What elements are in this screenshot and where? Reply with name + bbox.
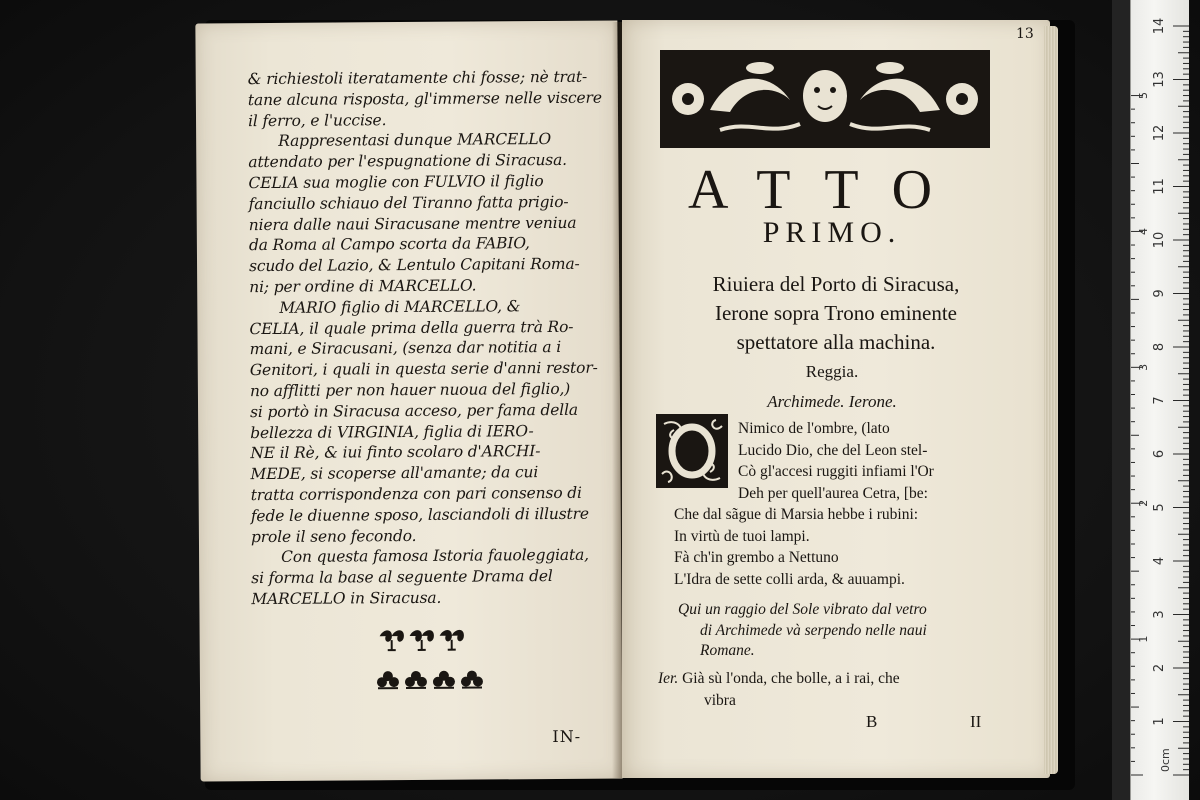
scene-line: Ierone sopra Trono eminente: [714, 301, 958, 325]
left-line: fede le diuenne sposo, lasciandoli di illustre: [250, 504, 589, 525]
verse-line: Cò gl'accesi ruggiti infiami l'Or: [738, 463, 934, 480]
stage-line: Romane.: [700, 642, 755, 659]
stage-line: di Archimede và serpendo nelle naui: [700, 621, 927, 639]
ruler-cm-label: 6: [1152, 449, 1167, 459]
scene-line: spettatore alla machina.: [736, 330, 936, 354]
left-line: & richiestoli iteratamente chi fosse; nè trat-: [247, 67, 588, 89]
left-page-text: [247, 67, 602, 610]
speech-line: [658, 668, 1008, 690]
ruler-cm-label: 14: [1152, 17, 1167, 35]
left-line: bellezza di VIRGINIA, figlia di IERO-: [250, 421, 534, 442]
ruler-cm-label: 1: [1152, 717, 1167, 726]
leaf-number: II: [970, 712, 982, 731]
stage-line: Qui un raggio del Sole vibrato dal vetro: [678, 601, 927, 618]
act-title: ATTO: [687, 159, 967, 221]
left-line: prole il seno fecondo.: [250, 526, 417, 546]
left-line: MARCELLO in Siracusa.: [251, 588, 442, 609]
left-line: fanciullo schiauo del Tiranno fatta prigio-: [248, 192, 569, 213]
ruler-cm-label: 2: [1152, 663, 1167, 673]
ruler-inch-label: 1: [1137, 635, 1150, 643]
ruler-cm-label: 12: [1152, 124, 1167, 142]
verse-line: Deh per quell'aurea Cetra, [be:: [738, 484, 928, 502]
left-line: tratta corrispondenza con pari consenso di: [250, 483, 582, 505]
left-line: NE il Rè, & iui finto scolaro d'ARCHI-: [250, 442, 541, 463]
signature-mark: B: [866, 712, 878, 731]
left-line: niera dalle naui Siracusane mentre veniua: [248, 213, 577, 234]
catchword: IN-: [552, 726, 582, 747]
verse-line: Che dal sãgue di Marsia hebbe i rubini:: [674, 506, 919, 523]
verse-line: L'Idra de sette colli arda, & auuampi.: [674, 570, 905, 588]
verse-line: Lucido Dio, che del Leon stel-: [738, 441, 928, 459]
act-subtitle: PRIMO.: [762, 216, 902, 249]
left-line: tane alcuna risposta, gl'immerse nelle viscere: [247, 88, 602, 109]
ruler-scale: [1131, 0, 1189, 800]
left-line: da Roma al Campo scorta da FABIO,: [248, 234, 530, 255]
scan-frame-edge: [1112, 0, 1130, 800]
scene-line: Riuiera del Porto di Siracusa,: [712, 272, 960, 296]
ruler-cm-label: 4: [1152, 556, 1167, 566]
speaker-label: Ier.: [658, 670, 679, 687]
ruler-inch-label: 2: [1137, 499, 1150, 507]
setting-heading: Reggia.: [805, 362, 859, 381]
ruler-cm-label: 5: [1152, 503, 1167, 512]
woodcut-headpiece-icon: [660, 50, 990, 148]
verse-line: Fà ch'in grembo a Nettuno: [674, 549, 839, 566]
ruler-cm-label: 11: [1152, 178, 1167, 195]
verse-line: Nimico de l'ombre, (lato: [738, 420, 890, 437]
left-line: MARIO figlio di MARCELLO, &: [279, 296, 521, 317]
left-page: [195, 21, 622, 782]
ruler-cm-label: 10: [1152, 231, 1167, 249]
stage-direction: [678, 600, 1008, 662]
ruler-cm-label: 8: [1152, 342, 1167, 352]
left-line: no afflitti per non hauer nuoua del figlio,): [249, 379, 571, 401]
verse-line: In virtù de tuoi lampi.: [674, 527, 810, 545]
scene-description: [666, 270, 1006, 357]
speech-line: vibra: [704, 692, 736, 709]
left-line: si forma la base al seguente Drama del: [251, 567, 553, 588]
left-line: Con questa famosa Istoria fauoleggiata,: [281, 546, 589, 567]
ruler-cm-label: 13: [1152, 71, 1167, 88]
speech-text: Già sù l'onda, che bolle, a i rai, che: [682, 670, 900, 687]
verse-block: [674, 418, 1014, 590]
right-page: [622, 20, 1050, 778]
left-line: attendato per l'espugnatione di Siracusa.: [248, 151, 567, 172]
left-line: MEDE, si scoperse all'amante; da cui: [250, 463, 539, 484]
ruler-cm-label: 9: [1152, 289, 1167, 298]
page-block-edge: [1044, 26, 1058, 774]
speech-block: [658, 668, 1008, 712]
ruler-inch-label: 5: [1137, 92, 1150, 100]
ruler-cm-label: 3: [1152, 610, 1167, 619]
left-line: scudo del Lazio, & Lentulo Capitani Roma-: [248, 254, 580, 276]
fleuron-ornament-icon: [370, 621, 490, 692]
ruler-unit-label: 0cm: [1159, 748, 1172, 772]
left-line: il ferro, e l'uccise.: [247, 110, 387, 130]
left-line: Genitori, i quali in questa serie d'anni restor-: [249, 358, 598, 380]
left-line: mani, e Siracusani, (senza dar notitia a i: [249, 338, 562, 359]
left-line: CELIA, il quale prima della guerra trà Ro-: [249, 317, 574, 338]
ruler-cm-label: 7: [1152, 396, 1167, 405]
left-line: Rappresentasi dunque MARCELLO: [278, 130, 552, 151]
left-line: ni; per ordine di MARCELLO.: [249, 276, 477, 297]
characters-heading: Archimede. Ierone.: [767, 392, 897, 411]
measurement-ruler: [1130, 0, 1189, 800]
left-line: si portò in Siracusa acceso, per fama della: [250, 400, 579, 421]
left-line: CELIA sua moglie con FULVIO il figlio: [248, 172, 544, 193]
ruler-inch-label: 4: [1137, 227, 1150, 235]
page-number: 13: [1016, 26, 1034, 42]
ruler-inch-label: 3: [1137, 363, 1150, 371]
